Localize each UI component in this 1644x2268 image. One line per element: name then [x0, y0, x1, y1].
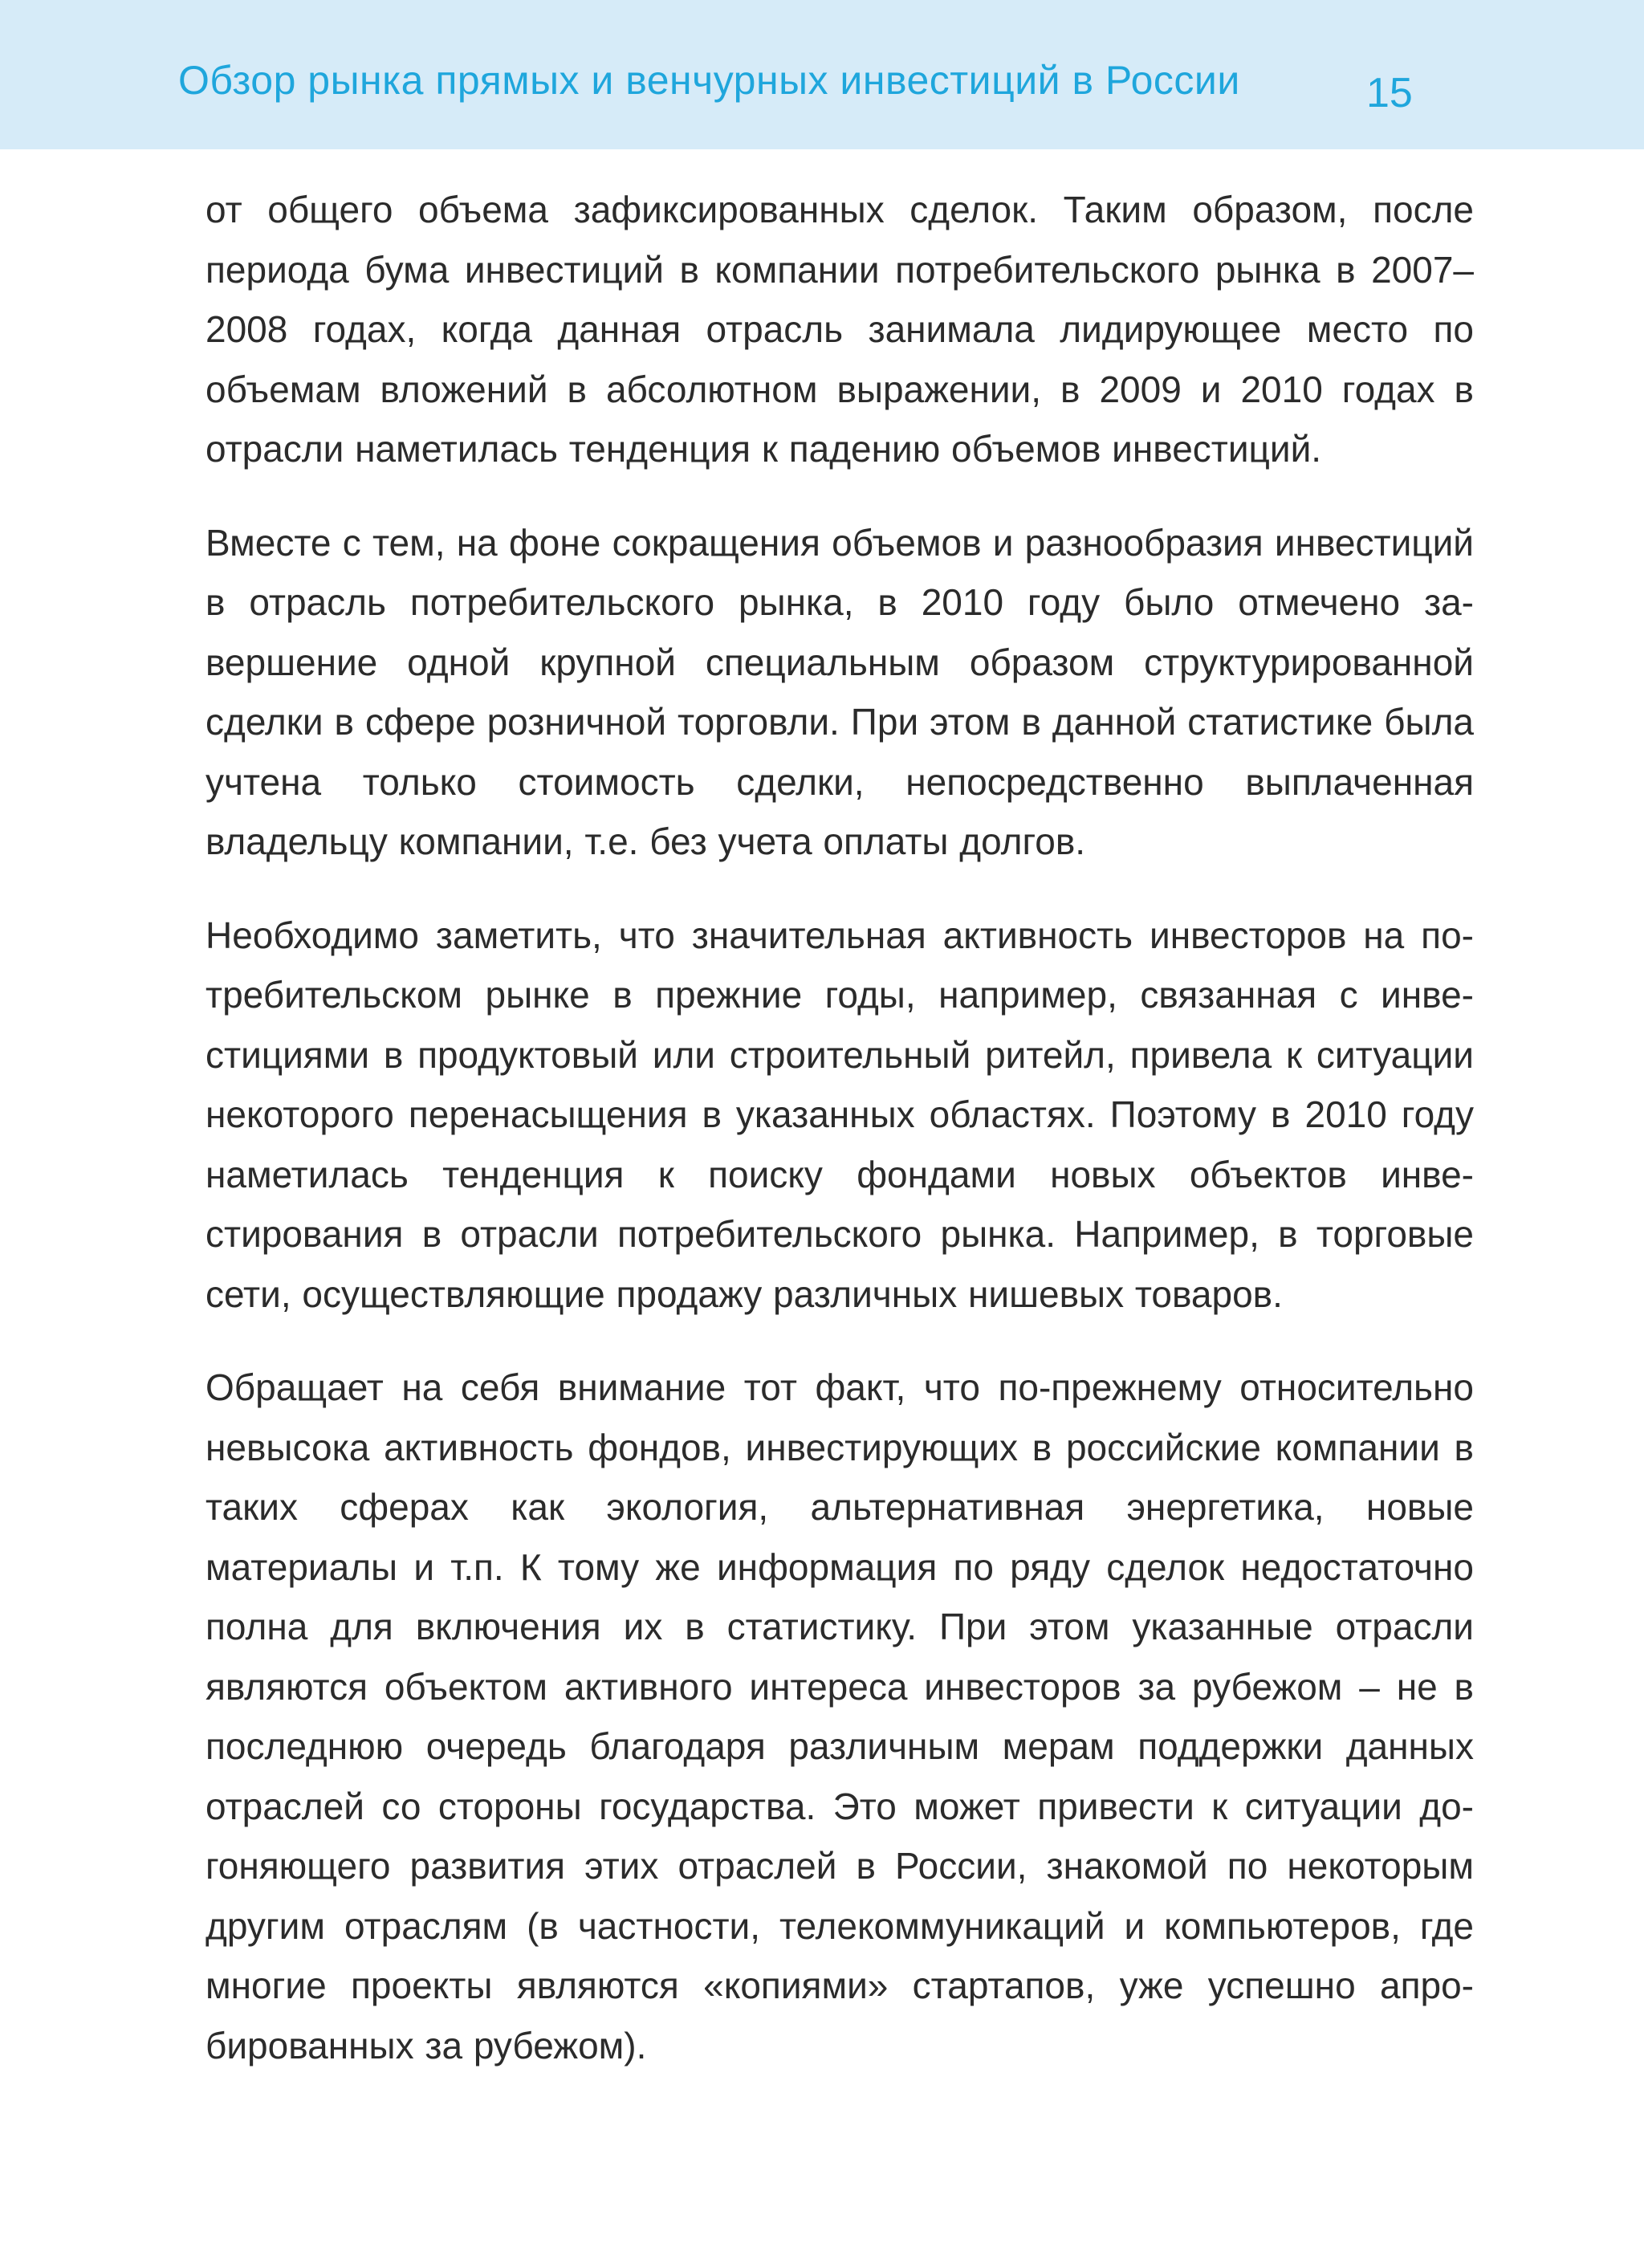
paragraph-3: Необходимо заметить, что значительная активность инвесторов на потребительском рынке в прежние годы, например, связанная с инвестициями в продуктовый или строительный ритейл, привела к ситуации некоторого перенасыщения в указанных областях. Поэтому в 2010 году наметилась тенденция к поиску фондами новых объектов инвестирования в отрасли потребительского рынка. Например, в торговые сети, осуществляющие продажу различных нишевых товаров.: [206, 914, 1474, 1315]
page-number: 15: [1366, 70, 1413, 116]
page-header: [0, 0, 1644, 149]
paragraph-2: Вместе с тем, на фоне сокращения объемов и разнообразия инвестиций в отрасль потребительского рынка, в 2010 году было отмечено завершение одной крупной специальным образом структурированной сделки в сфере розничной торговли. При этом в данной статистике была учтена только стоимость сделки, непосредственно выплаченная владельцу компании, т.е. без учета оплаты долгов.: [206, 521, 1474, 862]
paragraph-4: Обращает на себя внимание тот факт, что по-прежнему относительно невысока активность фондов, инвестирующих в российские компании в таких сферах как экология, альтернативная энергетика, новые материалы и т.п. К тому же информация по ряду сделок недостаточно полна для включения их в статистику. При этом указанные отрасли являются объектом активного интереса инвесторов за рубежом – не в последнюю очередь благодаря различным мерам поддержки данных отраслей со стороны государства. Это может привести к ситуации догоняющего развития этих отраслей в России, знакомой по некоторым другим отраслям (в частности, телекоммуникаций и компьютеров, где многие проекты являются «копиями» стартапов, уже успешно апробированных за рубежом).: [206, 1366, 1474, 2066]
header-title: Обзор рынка прямых и венчурных инвестиций в России: [178, 58, 1240, 103]
body-text: [206, 180, 1474, 2109]
paragraph-1: от общего объема зафиксированных сделок. Таким образом, после периода бума инвестиций в компании потребительского рынка в 2007–2008 годах, когда данная отрасль занимала лидирующее место по объемам вложений в абсолютном выражении, в 2009 и 2010 годах в отрасли наметилась тенденция к падению объемов инвестиций.: [206, 189, 1474, 470]
